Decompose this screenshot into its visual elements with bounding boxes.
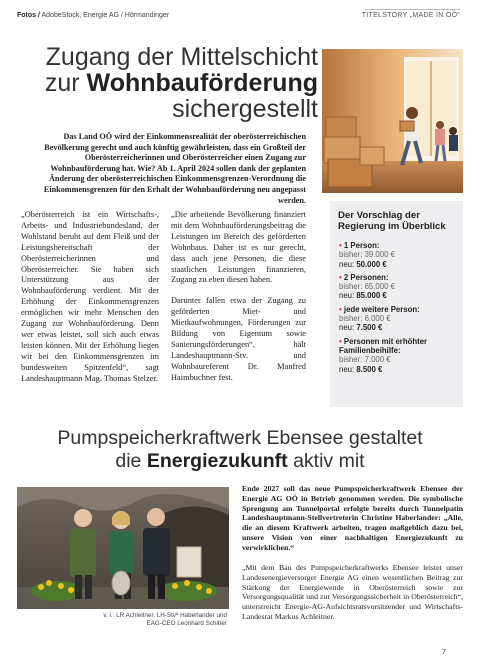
infobox-new-prefix: neu: (339, 364, 357, 374)
article2-title-line2-bold: Energiezukunft (146, 450, 288, 472)
infobox-new-value: 8.500 € (356, 364, 383, 374)
infobox-item (339, 305, 459, 333)
infobox-old-value-row (339, 282, 459, 291)
photo-credit-label: Fotos / (17, 12, 40, 19)
article1-title-line1: Zugang der Mittelschicht (45, 43, 318, 71)
infobox-category: 1 Person: (343, 241, 380, 250)
infobox-list (339, 241, 459, 378)
infobox-new-value-row (339, 260, 459, 269)
article1-title (20, 44, 318, 122)
header-divider (365, 9, 460, 10)
infobox-new-value: 85.000 € (356, 291, 387, 301)
infobox-new-value: 7.500 € (356, 323, 383, 333)
infobox-new-value-row (339, 291, 459, 300)
infobox-new-value-row (339, 365, 459, 374)
bullet-icon: • (339, 336, 342, 346)
article2-title-line1: Pumpspeicherkraftwerk Ebensee gestaltet (57, 427, 423, 449)
infobox-new-value: 50.000 € (356, 259, 387, 269)
photo-caption-line1: v. l.: LR Achleitner, LH-Stvª Haberlander und (103, 612, 227, 619)
article1-column2 (171, 210, 306, 394)
infobox-old-value: 7.000 € (364, 355, 391, 365)
article2-title-line2-pre: die (115, 450, 147, 472)
article2-title (0, 427, 480, 473)
infobox-new-prefix: neu: (339, 323, 357, 333)
infobox-old-value: 39.000 € (364, 250, 395, 260)
photo-caption-line2: EAG-CEO Leonhard Schitter (146, 620, 227, 627)
infobox-new-prefix: neu: (339, 291, 357, 301)
article2-title-line2 (0, 450, 480, 473)
infobox-item (339, 337, 459, 374)
article1-column1 (21, 210, 159, 395)
infobox-old-prefix: bisher: (339, 250, 365, 260)
article1-lead: Das Land OÖ wird der Einkommensrealität der oberösterreichischen Bevölkerung gerecht und auch künftig gewährleisten, dass ein Großteil der Oberösterreicherinnen und Oberösterreicher einen Zugang zur Wohnbauförderung hat. Wie? Ab 1. April 2024 sollen dank der geplanten Änderung der oberösterreichischen Einkommensgrenzen-Verordnung die Einkommensgrenzen für den Erhalt der Wohnbauförderung neu angepasst werden. (43, 132, 306, 205)
article1-title-line3: sichergestellt (172, 95, 318, 123)
infobox-item (339, 273, 459, 301)
article2-body: „Mit dem Bau des Pumpspeicherkraftwerks Ebensee leistet unser Landesenergieversorger Energie AG einen wesentlichen Beitrag zur Stärkung der Energiewende in Oberösterreich sowie zur Versorgungsqualität und zur Versorgungssicherheit in Oberösterreich“, unterstreicht Energie-AG-Aufsichtsratsvorsitzender und Wirtschafts-Landesrat Markus Achleitner. (242, 563, 463, 621)
infobox-old-prefix: bisher: (339, 355, 365, 365)
infobox-old-value: 65.000 € (364, 282, 395, 292)
proposal-infobox (330, 201, 463, 407)
infobox-old-value-row (339, 250, 459, 259)
infobox-category: jede weitere Person: (343, 304, 420, 314)
photo-credit (17, 12, 169, 19)
infobox-category: 2 Personen: (343, 272, 389, 282)
article1-column1-text: „Oberösterreich ist ein Wirtschafts-, Arbeits- und Industriebundesland, der Wohlstand beruht auf dem Fleiß und der Leistungsbereitschaft der Oberösterreicherinnen und Oberösterreicher. Sie haben sich Unterstützung aus der Wohnbauförderung verdient. Mit der Erhöhung der Einkommensgrenzen ermöglichen wir mehr Menschen den Zugang zur Wohnbauförderung. Denn wer etwas leistet, soll sich auch etwas leisten können. Mit der Erhöhung liegen wir bei den Einkommensgrenzen im bundesweiten Spitzenfeld“, sagt Landeshauptmann Mag. Thomas Stelzer. (21, 210, 159, 383)
section-label: TITELSTORY „MADE IN OÖ“ (361, 12, 460, 19)
article2-lead: Ende 2027 soll das neue Pumpspeicherkraftwerk Ebensee der Energie AG OÖ in Betrieb genommen werden. Die symbolische Sprengung am Tunnelportal erfolgte bereits durch Tunnelpatin Landeshauptmann-Stellvertreterin Christine Haberlander: „Alle, die an diesem Kraftwerk arbeiten, tragen maßgeblich dazu bei, unsere Vision von einer nachhaltigen Energiezukunft zu verwirklichen.“ (242, 484, 463, 552)
infobox-title: Der Vorschlag der Regierung im Überblick (338, 210, 446, 232)
bullet-icon: • (339, 304, 342, 314)
infobox-old-value: 6.000 € (364, 314, 391, 324)
infobox-new-prefix: neu: (339, 259, 357, 269)
infobox-old-value-row (339, 314, 459, 323)
infobox-item (339, 241, 459, 269)
article2-title-line2-post: aktiv mit (287, 450, 365, 472)
infobox-old-value-row (339, 355, 459, 364)
infobox-category: Personen mit erhöhter Familienbeihilfe: (339, 336, 428, 355)
article1-column2-paragraph1: „Die arbeitende Bevölkerung finanziert mit dem Wohnbauförderungsbeitrag die Leistungen im Bereich des geförderten Wohnbaus. Daher ist es nur gerecht, dass auch jene Personen, die diese staatlichen Leistungen finanzieren, Zugang zu eben diesen haben. (171, 210, 306, 285)
infobox-old-prefix: bisher: (339, 282, 365, 292)
photo-caption (46, 612, 227, 628)
infobox-old-prefix: bisher: (339, 314, 365, 324)
article1-title-line2-pre: zur (44, 69, 87, 97)
tunnel-ceremony-photo (17, 487, 229, 609)
page-number: 7 (441, 647, 446, 656)
article1-title-line2-bold: Wohnbauförderung (86, 69, 318, 97)
article1-title-line2 (20, 70, 318, 96)
infobox-new-value-row (339, 323, 459, 332)
moving-family-photo (322, 49, 463, 193)
photo-credit-text: AdobeStock, Energie AG / Hörmandinger (41, 12, 170, 19)
article1-column2-paragraph2: Darunter fallen etwa der Zugang zu geförderten Miet- und Mietkaufwohnungen, Förderungen zur Bildung von Eigentum sowie Sanierungsförderungen“, hält Landeshauptmann-Stv. und Wohnbaureferent Dr. Manfred Haimbuchner fest. (171, 296, 306, 382)
bullet-icon: • (339, 241, 342, 250)
bullet-icon: • (339, 272, 342, 282)
